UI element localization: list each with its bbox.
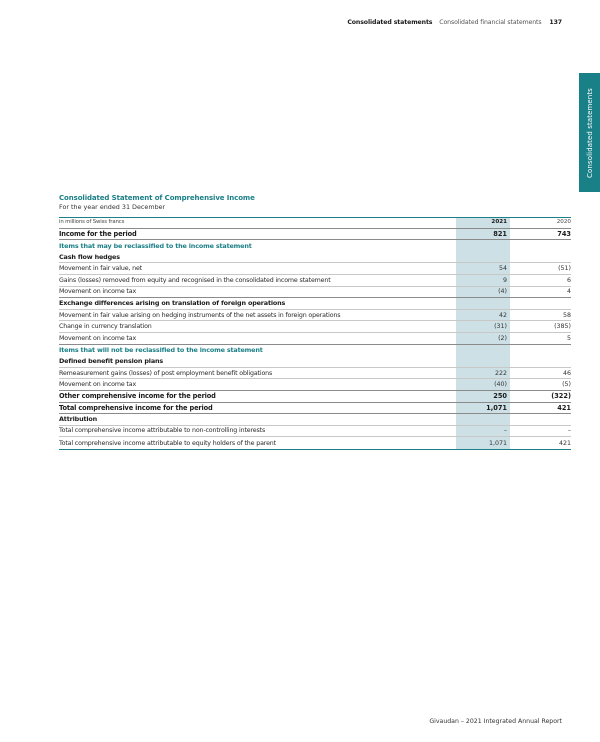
- value-2021: 1,071: [486, 403, 507, 412]
- row-label: Movement in fair value arising on hedging instruments of the net assets in foreign operations: [59, 311, 341, 319]
- header-section: Consolidated statements: [347, 19, 433, 26]
- value-2021: 1,071: [488, 439, 507, 447]
- unit-label: in millions of Swiss francs: [59, 219, 125, 226]
- subsection-heading: Defined benefit pension plans: [59, 357, 164, 366]
- table-row-income-for-period: [59, 229, 571, 241]
- table-row-cash-flow-hedges: [59, 252, 571, 264]
- row-label: Gains (losses) removed from equity and recognised in the consolidated income statement: [59, 276, 331, 284]
- value-2020: 743: [557, 229, 571, 238]
- row-label: Total comprehensive income attributable to non-controlling interests: [59, 427, 266, 435]
- table-row: [59, 426, 571, 438]
- section-heading: Items that will not be reclassified to the income statement: [59, 346, 263, 355]
- table-row: [59, 310, 571, 322]
- table-row-attribution: [59, 414, 571, 426]
- column-header-2020: 2020: [556, 219, 571, 226]
- value-2021: –: [503, 427, 507, 435]
- value-2020: 58: [562, 311, 571, 319]
- side-section-tab: [579, 73, 600, 192]
- value-2020: (322): [551, 392, 571, 401]
- table-row: [59, 275, 571, 287]
- row-label: Income for the period: [59, 229, 137, 238]
- page-number: 137: [549, 19, 562, 26]
- row-label: Movement on income tax: [59, 288, 137, 296]
- comprehensive-income-table: [59, 217, 571, 449]
- value-2021: (31): [494, 323, 507, 331]
- value-2020: (51): [558, 265, 571, 273]
- statement-subtitle: For the year ended 31 December: [59, 203, 166, 211]
- row-label: Total comprehensive income for the period: [59, 403, 213, 412]
- value-2021: (2): [498, 334, 507, 342]
- value-2021: 9: [502, 276, 507, 284]
- value-2020: 6: [566, 276, 571, 284]
- table-bottom-rule: [59, 449, 571, 450]
- row-label: Remeasurement gains (losses) of post employment benefit obligations: [59, 369, 273, 377]
- side-tab-label: Consolidated statements: [585, 87, 594, 178]
- row-label: Movement in fair value, net: [59, 265, 142, 273]
- statement-title: Consolidated Statement of Comprehensive Income: [59, 194, 255, 202]
- value-2020: 46: [562, 369, 571, 377]
- value-2021: 54: [498, 265, 507, 273]
- row-label: Change in currency translation: [59, 323, 152, 331]
- table-row: [59, 263, 571, 275]
- value-2021: 42: [498, 311, 507, 319]
- table-row: [59, 321, 571, 333]
- running-header: [347, 19, 562, 26]
- subsection-heading: Exchange differences arising on translation of foreign operations: [59, 299, 286, 308]
- row-label: Movement on income tax: [59, 334, 137, 342]
- table-header-row: [59, 217, 571, 229]
- table-top-rule: [59, 217, 571, 218]
- value-2020: –: [567, 427, 571, 435]
- table-row: [59, 437, 571, 449]
- row-label: Total comprehensive income attributable to equity holders of the parent: [59, 439, 276, 447]
- value-2020: 5: [566, 334, 571, 342]
- table-row-other-comprehensive-income: [59, 391, 571, 403]
- value-2021: 222: [494, 369, 507, 377]
- table-row: [59, 368, 571, 380]
- value-2020: (385): [554, 323, 571, 331]
- table-row-exchange-differences: [59, 298, 571, 310]
- value-2020: 421: [557, 403, 571, 412]
- subsection-heading: Cash flow hedges: [59, 253, 120, 262]
- header-subsection: Consolidated financial statements: [439, 19, 542, 26]
- value-2020: 421: [558, 439, 571, 447]
- table-row: [59, 379, 571, 391]
- page-footer: Givaudan – 2021 Integrated Annual Report: [429, 718, 562, 725]
- value-2021: 821: [493, 229, 507, 238]
- section-heading: Items that may be reclassified to the income statement: [59, 241, 252, 250]
- subsection-heading: Attribution: [59, 415, 98, 424]
- value-2021: (4): [498, 288, 507, 296]
- table-row-defined-benefit: [59, 356, 571, 368]
- table-row-total-comprehensive-income: [59, 403, 571, 415]
- value-2020: (5): [562, 381, 571, 389]
- table-row: [59, 333, 571, 345]
- value-2021: (40): [494, 381, 507, 389]
- table-row-section-reclassified: [59, 240, 571, 252]
- value-2021: 250: [493, 392, 507, 401]
- table-row: [59, 287, 571, 299]
- row-label: Movement on income tax: [59, 381, 137, 389]
- row-label: Other comprehensive income for the period: [59, 392, 216, 401]
- table-row-section-not-reclassified: [59, 345, 571, 357]
- value-2020: 4: [566, 288, 571, 296]
- column-header-2021: 2021: [491, 219, 507, 226]
